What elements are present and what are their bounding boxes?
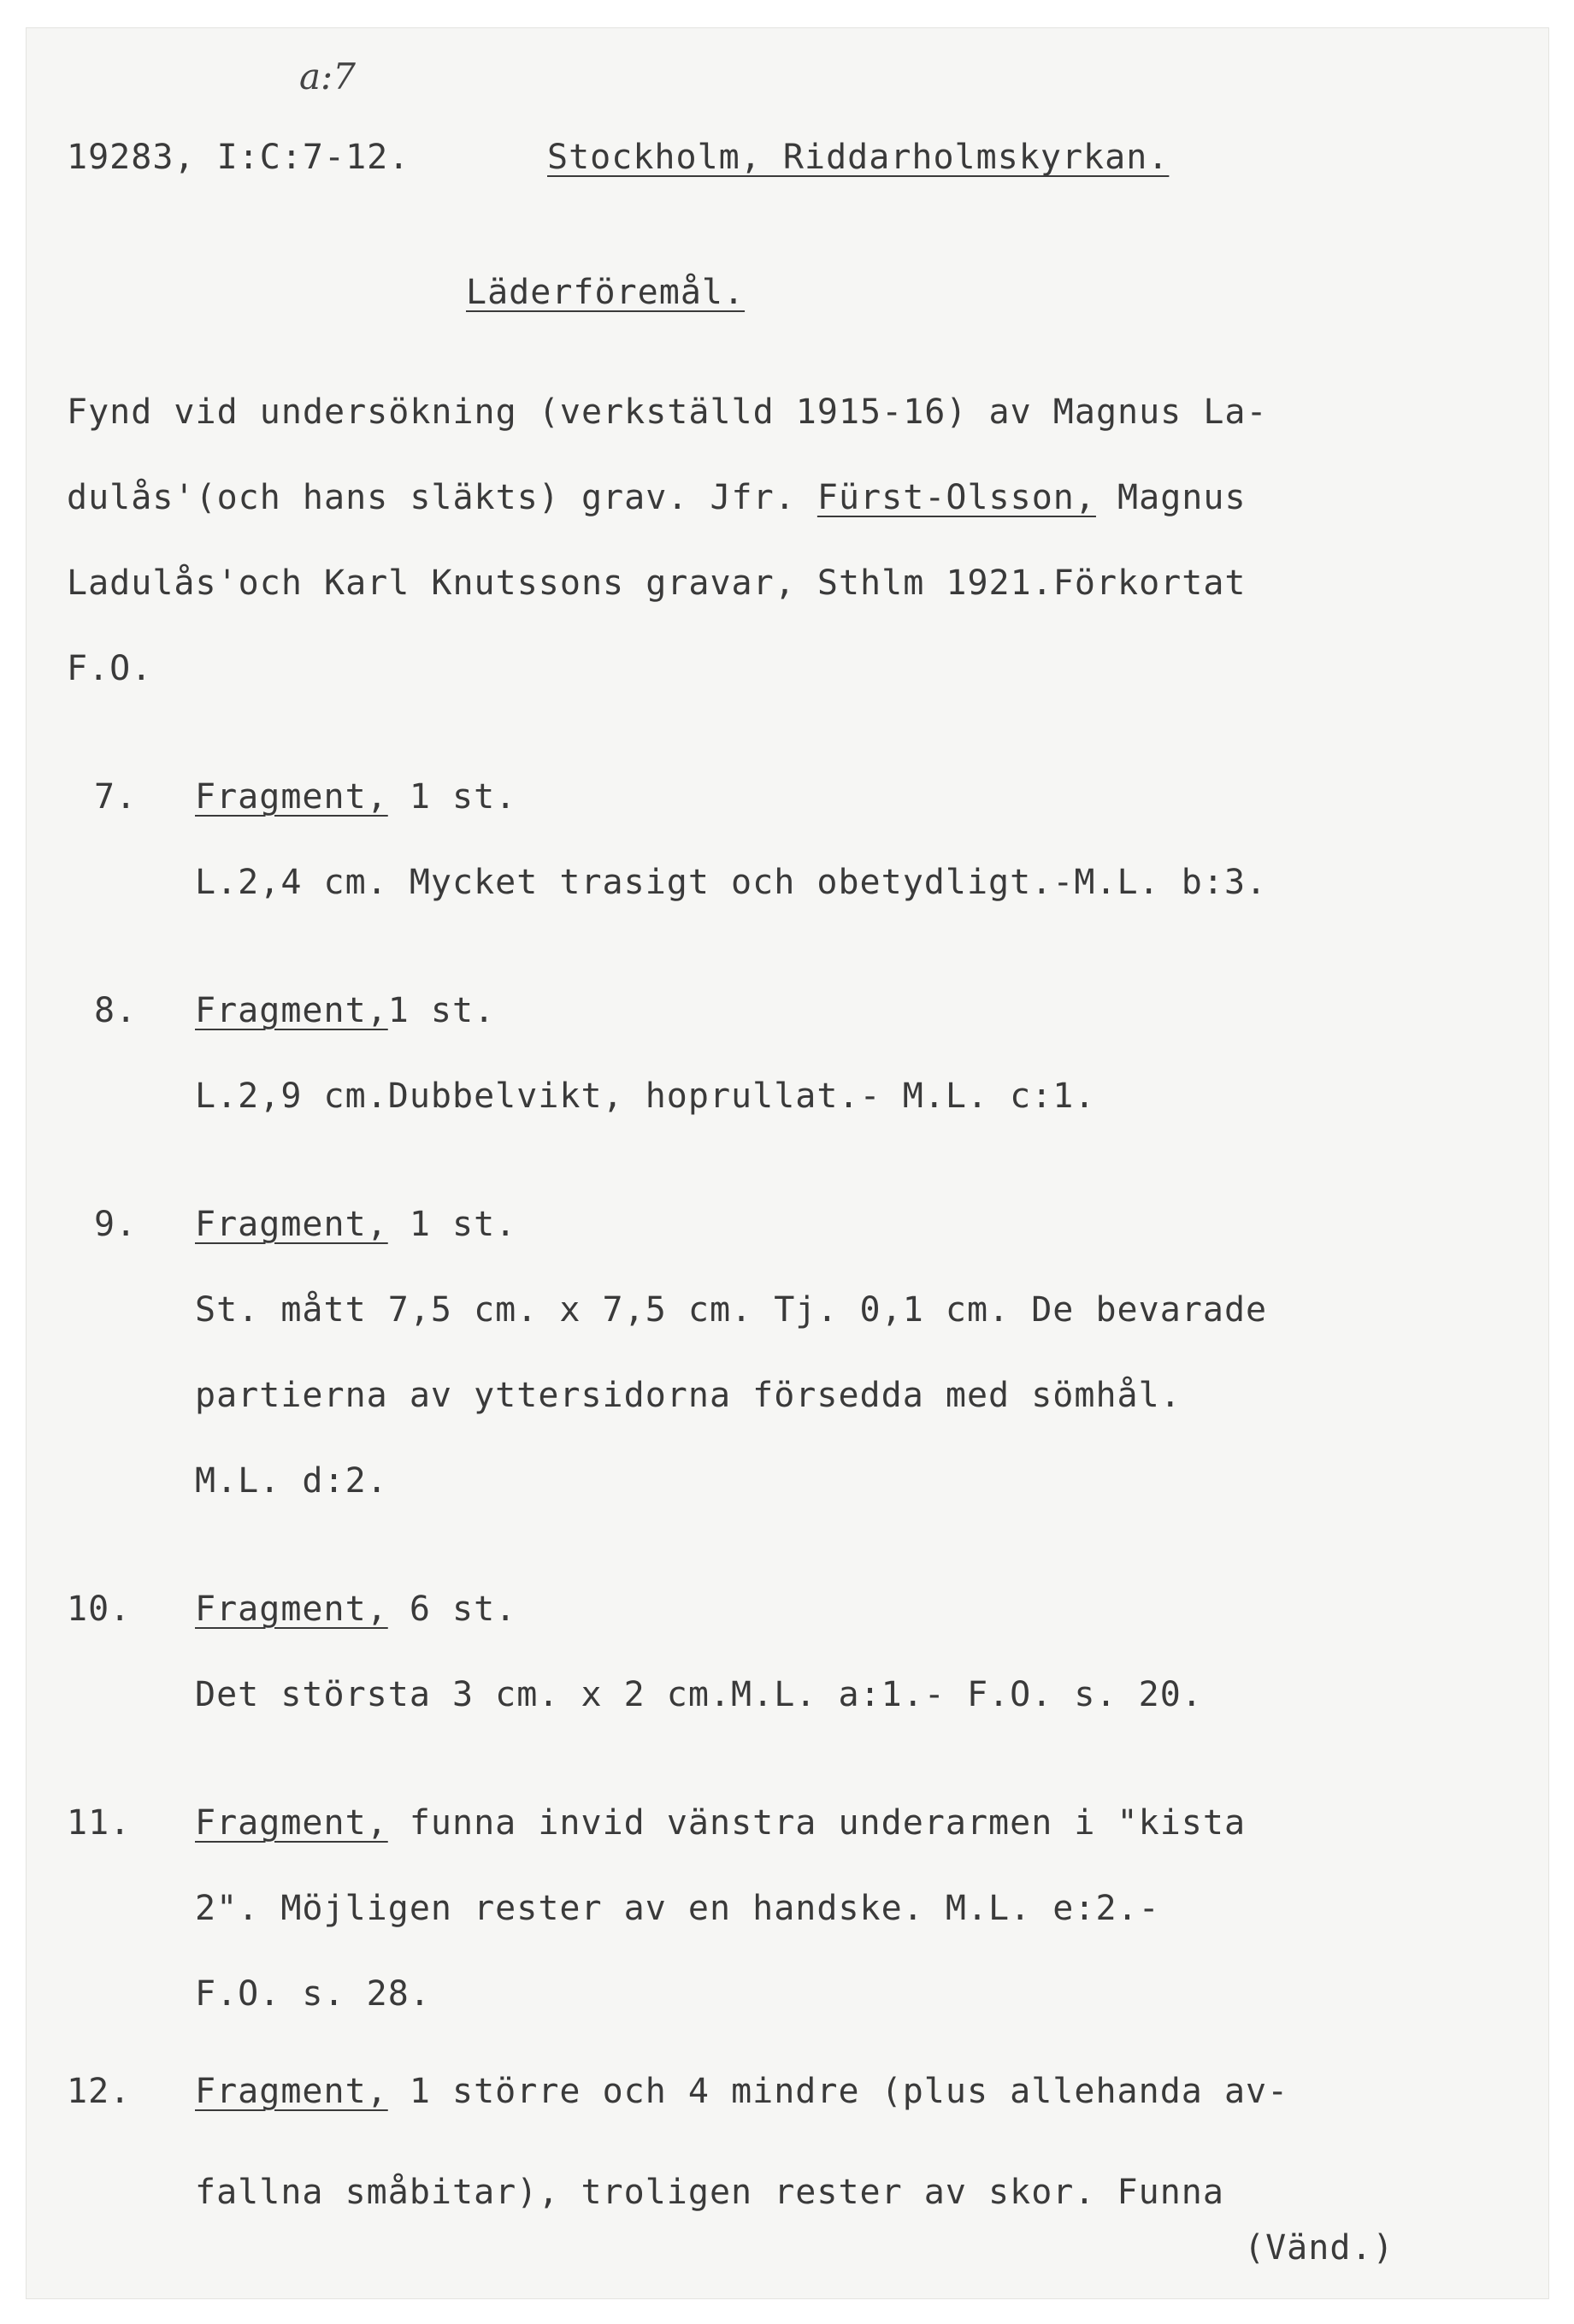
turn-over-note: (Vänd.) — [1244, 2228, 1394, 2268]
item-number: 12. — [67, 2072, 132, 2111]
intro-line: F.O. — [67, 649, 153, 688]
item-heading: Fragment, 1 st. — [195, 1205, 517, 1244]
handwritten-mark: a:7 — [299, 56, 356, 97]
item-number: 8. — [94, 991, 138, 1030]
location-heading: Stockholm, Riddarholmskyrkan. — [547, 138, 1170, 177]
item-line: L.2,9 cm.Dubbelvikt, hoprullat.- M.L. c:1. — [195, 1076, 1096, 1116]
catalog-number: 19283, I:C:7-12. — [67, 138, 410, 177]
item-heading: Fragment, 1 st. — [195, 777, 517, 817]
reference-author: Fürst-Olsson, — [816, 478, 1096, 517]
item-heading: Fragment, 6 st. — [195, 1590, 517, 1629]
item-heading: Fragment, funna invid vänstra underarmen i "kista — [195, 1803, 1247, 1843]
catalog-card — [26, 27, 1549, 2299]
intro-line: Ladulås'och Karl Knutssons gravar, Sthlm 1921.Förkortat — [67, 563, 1247, 603]
intro-line: dulås'(och hans släkts) grav. Jfr. Fürst-Olsson, Magnus — [67, 478, 1247, 517]
item-line: 2". Möjligen rester av en handske. M.L. e:2.- — [195, 1889, 1160, 1928]
item-number: 7. — [94, 777, 138, 817]
item-line: F.O. s. 28. — [195, 1974, 431, 2014]
item-line: M.L. d:2. — [195, 1461, 388, 1501]
item-line: L.2,4 cm. Mycket trasigt och obetydligt.-M.L. b:3. — [195, 863, 1268, 902]
page-title: Läderföremål. — [466, 273, 746, 312]
item-heading: Fragment, 1 större och 4 mindre (plus allehanda av- — [195, 2072, 1289, 2111]
item-line: St. mått 7,5 cm. x 7,5 cm. Tj. 0,1 cm. De bevarade — [195, 1290, 1268, 1330]
item-line: fallna småbitar), troligen rester av skor. Funna — [195, 2173, 1224, 2212]
item-number: 11. — [67, 1803, 132, 1843]
item-line: Det största 3 cm. x 2 cm.M.L. a:1.- F.O. s. 20. — [195, 1675, 1203, 1714]
item-number: 10. — [67, 1590, 132, 1629]
intro-line: Fynd vid undersökning (verkställd 1915-16) av Magnus La- — [67, 392, 1268, 432]
item-heading: Fragment,1 st. — [195, 991, 496, 1030]
item-number: 9. — [94, 1205, 138, 1244]
item-line: partierna av yttersidorna försedda med sömhål. — [195, 1376, 1182, 1415]
